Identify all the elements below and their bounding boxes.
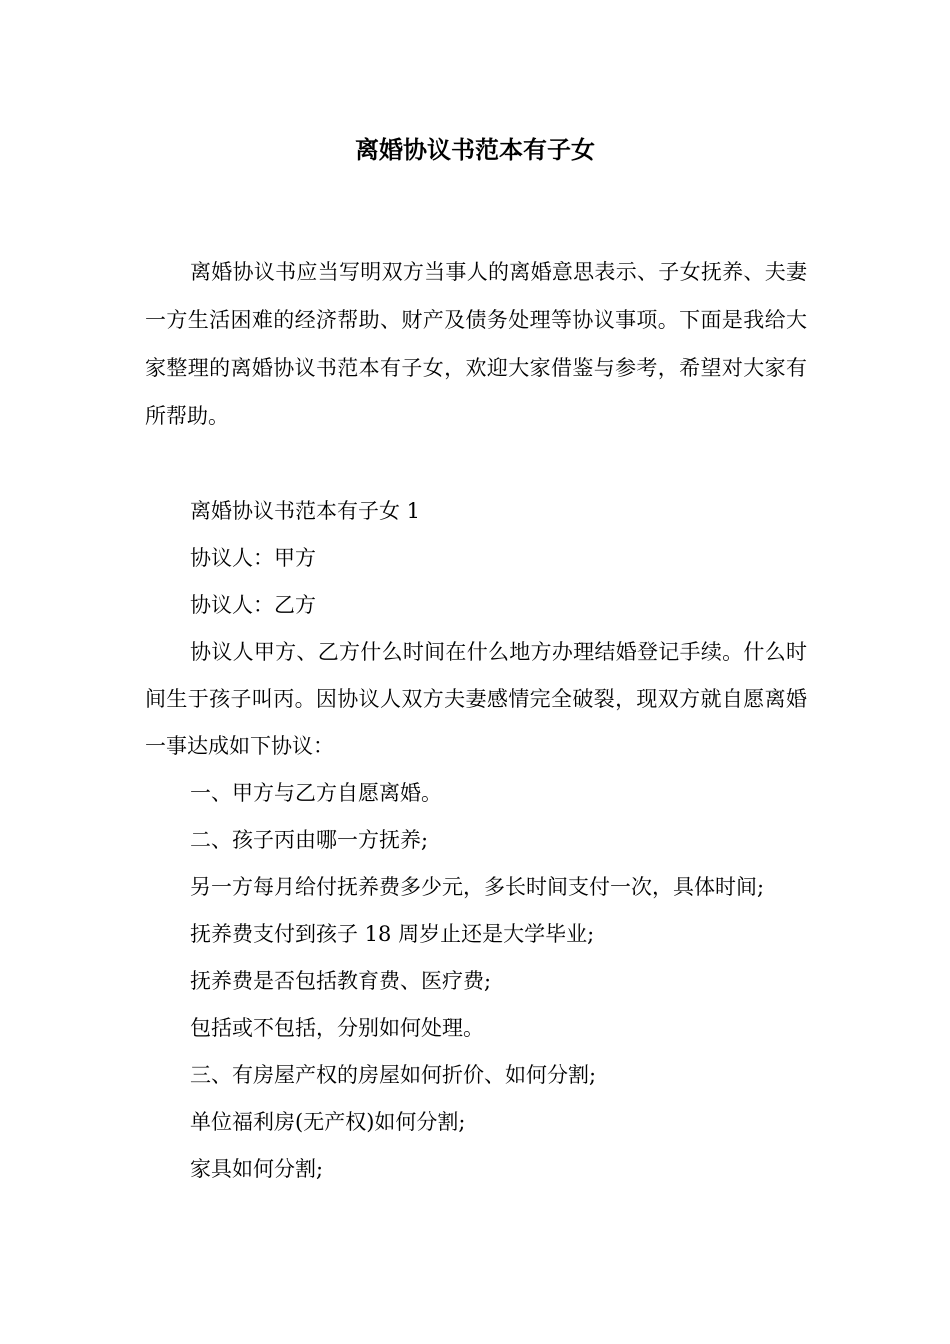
- clause-property-house: 三、有房屋产权的房屋如何折价、如何分割;: [190, 1063, 597, 1087]
- clause-custody: 二、孩子丙由哪一方抚养;: [190, 828, 429, 852]
- party-b-line: 协议人：乙方: [190, 593, 316, 617]
- clause-property-welfare-house: 单位福利房(无产权)如何分割;: [190, 1110, 466, 1134]
- preamble-paragraph: 协议人甲方、乙方什么时间在什么地方办理结婚登记手续。什么时间生于孩子叫丙。因协议人双方夫妻感情完全破裂，现双方就自愿离婚一事达成如下协议：: [145, 640, 807, 758]
- section-heading: 离婚协议书范本有子女 1: [190, 499, 421, 523]
- party-a-line: 协议人：甲方: [190, 546, 316, 570]
- document-title: 离婚协议书范本有子女: [355, 136, 595, 164]
- clause-support-amount: 另一方每月给付抚养费多少元，多长时间支付一次，具体时间;: [190, 875, 765, 899]
- intro-paragraph: 离婚协议书应当写明双方当事人的离婚意思表示、子女抚养、夫妻一方生活困难的经济帮助、财产及债务处理等协议事项。下面是我给大家整理的离婚协议书范本有子女，欢迎大家借鉴与参考，希望对大家有所帮助。: [145, 260, 807, 428]
- clause-support-duration: 抚养费支付到孩子 18 周岁止还是大学毕业;: [190, 922, 595, 946]
- clause-support-scope: 抚养费是否包括教育费、医疗费;: [190, 969, 492, 993]
- clause-support-handling: 包括或不包括，分别如何处理。: [190, 1016, 484, 1040]
- agreement-body: [145, 488, 807, 1193]
- clause-property-furniture: 家具如何分割;: [190, 1157, 324, 1181]
- clause-divorce: 一、甲方与乙方自愿离婚。: [190, 781, 442, 805]
